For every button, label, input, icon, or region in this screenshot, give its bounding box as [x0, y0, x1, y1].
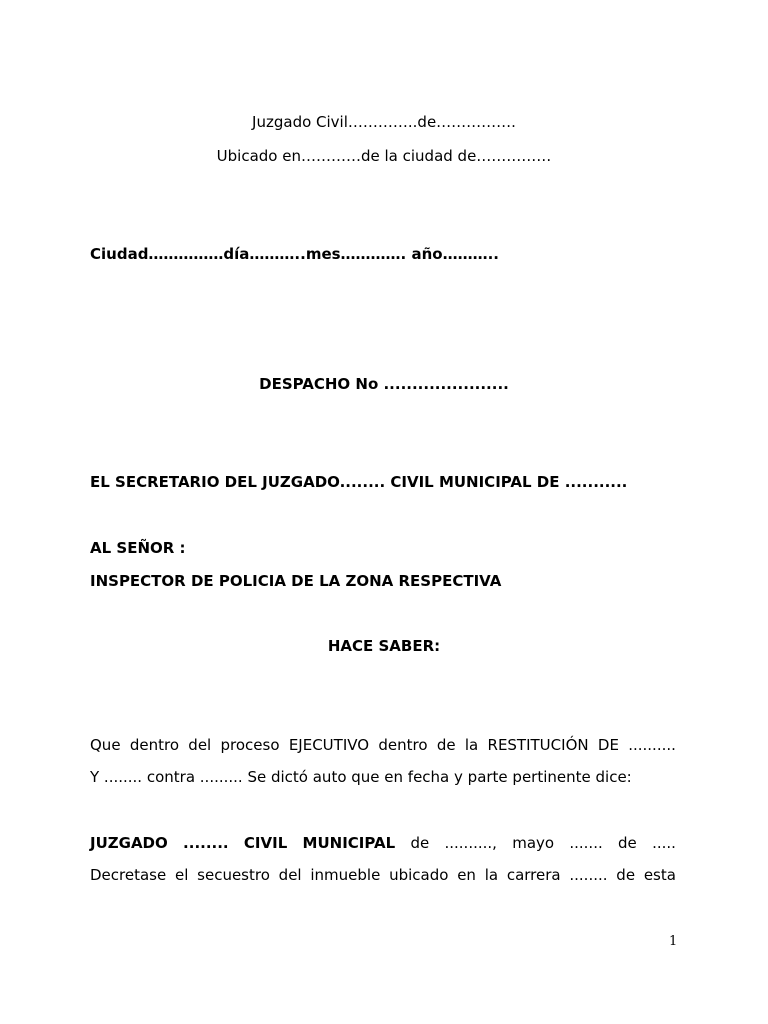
paragraph-2-line-1	[90, 833, 676, 853]
word: en	[457, 866, 476, 884]
date-line: Ciudad……………día………..mes…………. año………..	[90, 245, 499, 263]
word: esta	[643, 866, 676, 884]
word: inmueble	[310, 866, 381, 884]
word: secuestro	[197, 866, 270, 884]
word: RESTITUCIÓN	[487, 736, 589, 754]
word: ........	[183, 834, 229, 852]
word: carrera	[506, 866, 561, 884]
hace-saber-heading: HACE SABER:	[327, 637, 441, 655]
word: Decretase	[90, 866, 167, 884]
word: ..........,	[444, 834, 497, 852]
word: MUNICIPAL	[302, 834, 396, 852]
word: proceso	[220, 736, 280, 754]
page-number: 1	[669, 934, 678, 949]
word: del	[188, 736, 212, 754]
word: .....	[652, 834, 676, 852]
word: el	[174, 866, 189, 884]
recipient: INSPECTOR DE POLICIA DE LA ZONA RESPECTIVA	[90, 572, 502, 590]
court-location-line: Ubicado en…………de la ciudad de……………	[216, 147, 552, 165]
word: ........	[569, 866, 608, 884]
dispatch-number: DESPACHO No ......................	[259, 375, 509, 393]
word: Que	[90, 736, 121, 754]
word: JUZGADO	[90, 834, 168, 852]
paragraph-1-line-1	[90, 735, 676, 755]
word: del	[278, 866, 302, 884]
word: mayo	[512, 834, 555, 852]
word: de	[436, 736, 456, 754]
word: dentro	[129, 736, 179, 754]
paragraph-2-line-2	[90, 865, 676, 885]
secretary-line: EL SECRETARIO DEL JUZGADO........ CIVIL MUNICIPAL DE ...........	[90, 473, 628, 491]
word: ubicado	[389, 866, 449, 884]
word: la	[484, 866, 499, 884]
word: de	[410, 834, 430, 852]
word: de	[618, 834, 637, 852]
court-header-line: Juzgado Civil…………..de…………….	[252, 113, 516, 131]
word: de	[616, 866, 636, 884]
paragraph-1-line-2: Y ........ contra ......... Se dictó auto que en fecha y parte pertinente dice:	[90, 768, 632, 786]
word: la	[464, 736, 479, 754]
word: DE	[597, 736, 619, 754]
word: .......	[569, 834, 603, 852]
word: EJECUTIVO	[288, 736, 370, 754]
word: ..........	[628, 736, 676, 754]
word: CIVIL	[243, 834, 288, 852]
word: dentro	[378, 736, 428, 754]
salutation: AL SEÑOR :	[90, 539, 186, 557]
